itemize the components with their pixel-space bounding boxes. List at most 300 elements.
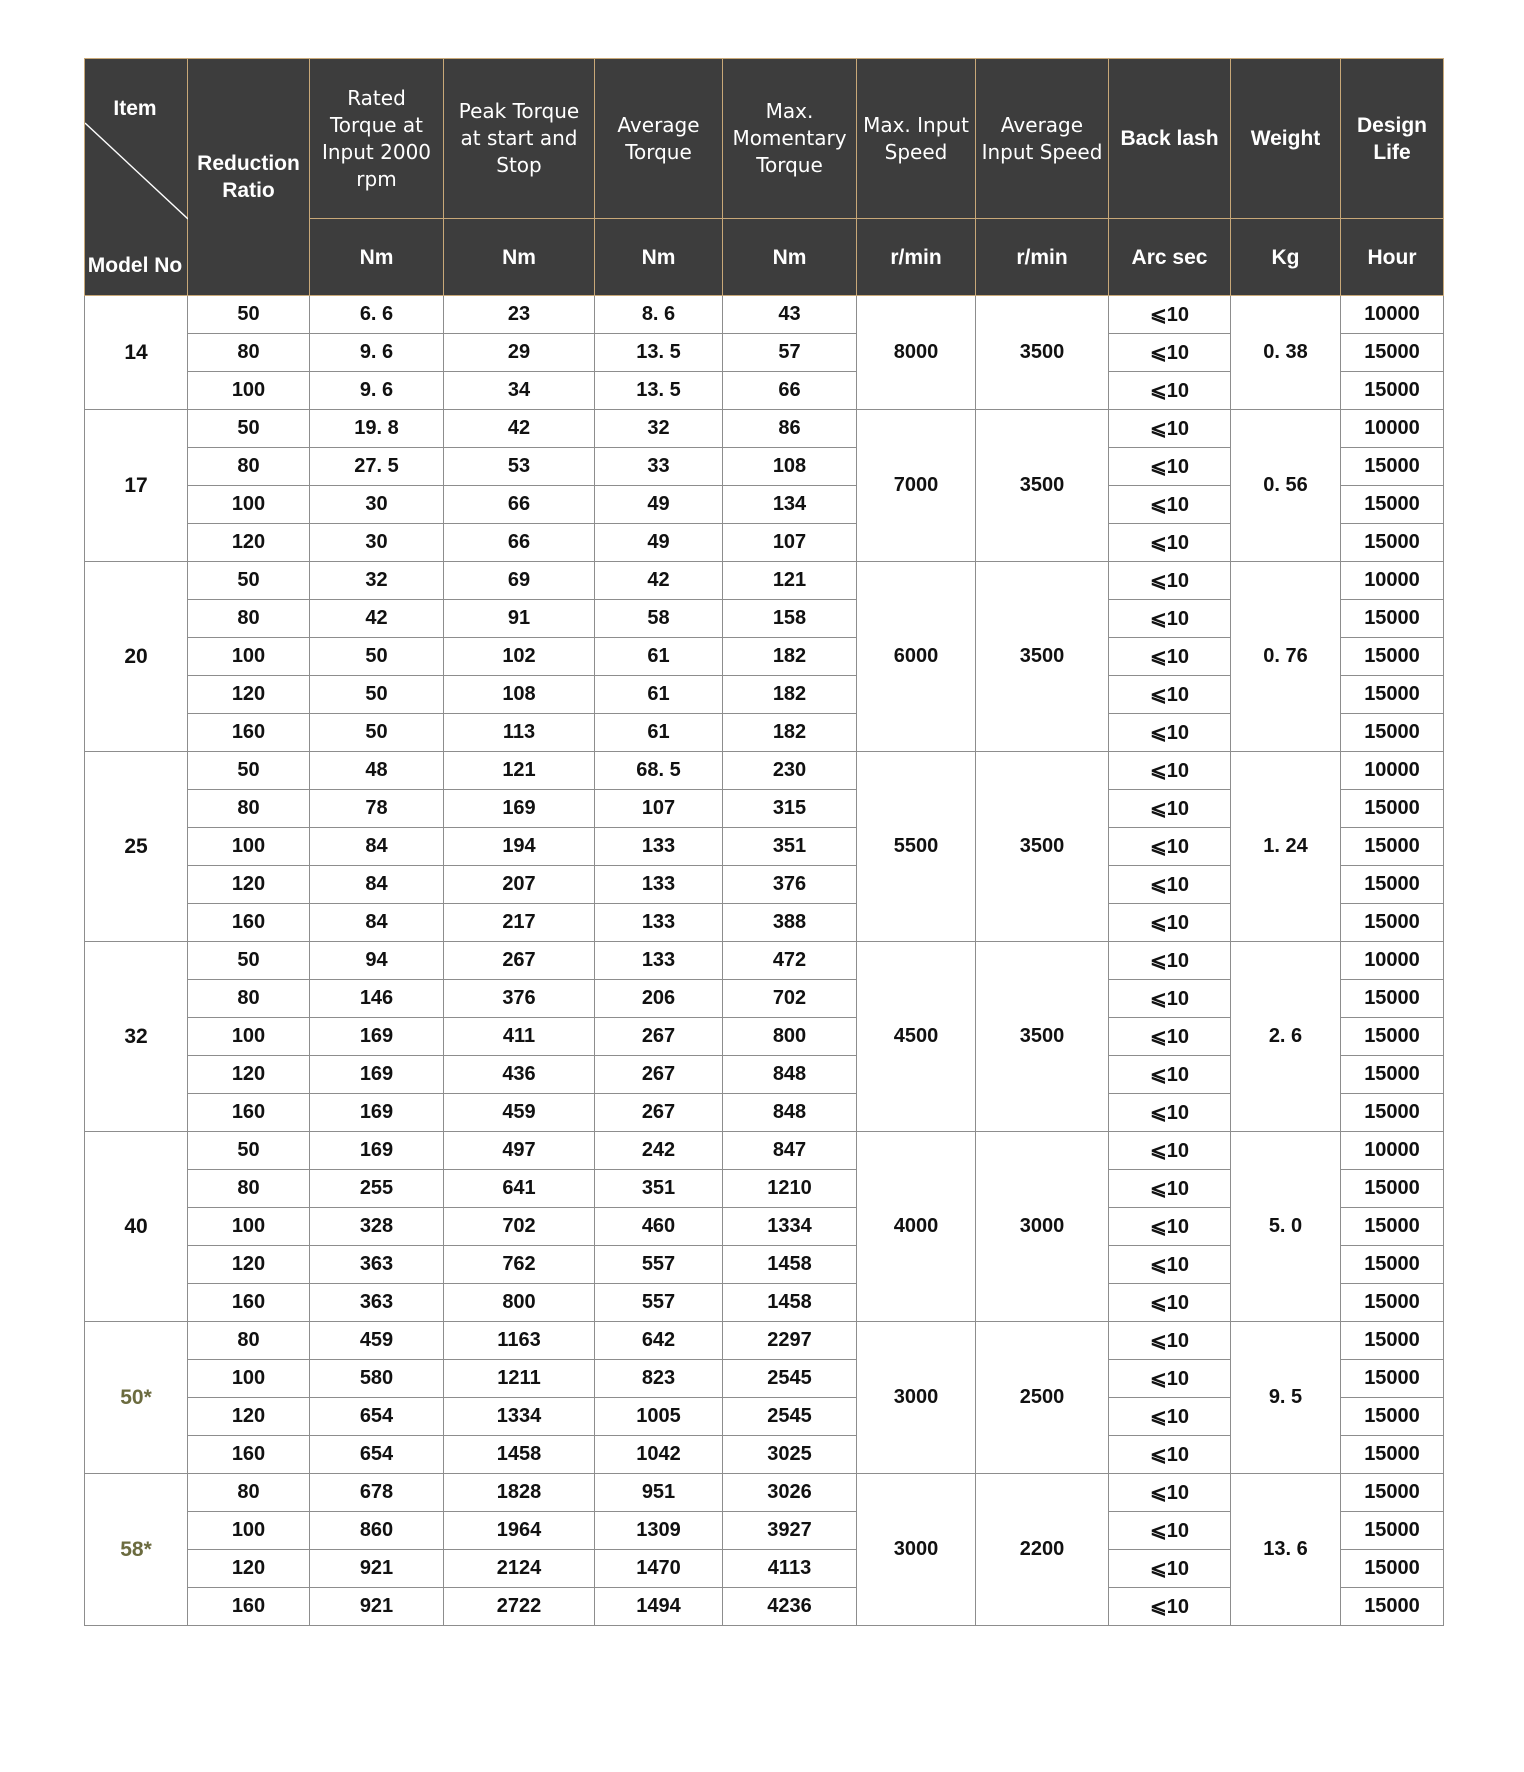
reduction-ratio-cell: 160 — [188, 1094, 310, 1132]
max-momentary-torque-cell: 121 — [723, 562, 857, 600]
backlash-cell: ⩽10 — [1109, 942, 1231, 980]
backlash-cell: ⩽10 — [1109, 790, 1231, 828]
max-momentary-torque-cell: 388 — [723, 904, 857, 942]
weight-cell: 0. 38 — [1231, 296, 1341, 410]
design-life-cell: 15000 — [1341, 790, 1444, 828]
design-life-cell: 15000 — [1341, 904, 1444, 942]
backlash-cell: ⩽10 — [1109, 1360, 1231, 1398]
design-life-cell: 15000 — [1341, 714, 1444, 752]
peak-torque-cell: 102 — [444, 638, 595, 676]
backlash-cell: ⩽10 — [1109, 1588, 1231, 1626]
backlash-cell: ⩽10 — [1109, 1246, 1231, 1284]
spec-table — [84, 58, 1444, 1626]
rated-torque-cell: 42 — [310, 600, 444, 638]
peak-torque-header: Peak Torque at start and Stop — [444, 59, 595, 219]
table-row — [85, 1132, 1444, 1170]
max-momentary-torque-cell: 2545 — [723, 1360, 857, 1398]
peak-torque-cell: 1334 — [444, 1398, 595, 1436]
peak-torque-cell: 459 — [444, 1094, 595, 1132]
reduction-ratio-cell: 120 — [188, 866, 310, 904]
model-number-cell: 14 — [85, 296, 188, 410]
backlash-cell: ⩽10 — [1109, 334, 1231, 372]
reduction-ratio-cell: 80 — [188, 1170, 310, 1208]
peak-torque-cell: 23 — [444, 296, 595, 334]
average-torque-cell: 460 — [595, 1208, 723, 1246]
average-torque-cell: 133 — [595, 904, 723, 942]
average-torque-cell: 557 — [595, 1284, 723, 1322]
average-torque-cell: 61 — [595, 676, 723, 714]
max-momentary-torque-cell: 847 — [723, 1132, 857, 1170]
table-row — [85, 296, 1444, 334]
average-torque-cell: 133 — [595, 866, 723, 904]
backlash-cell: ⩽10 — [1109, 1474, 1231, 1512]
rated-torque-cell: 363 — [310, 1284, 444, 1322]
peak-torque-cell: 53 — [444, 448, 595, 486]
max-momentary-torque-cell: 376 — [723, 866, 857, 904]
max-input-speed-cell: 4000 — [857, 1132, 976, 1322]
design-life-cell: 15000 — [1341, 334, 1444, 372]
max-momentary-torque-cell: 66 — [723, 372, 857, 410]
design-life-cell: 15000 — [1341, 1056, 1444, 1094]
backlash-header: Back lash — [1109, 59, 1231, 219]
peak-torque-cell: 2124 — [444, 1550, 595, 1588]
backlash-cell: ⩽10 — [1109, 980, 1231, 1018]
peak-torque-cell: 66 — [444, 524, 595, 562]
max-momentary-torque-cell: 351 — [723, 828, 857, 866]
rated-torque-cell: 255 — [310, 1170, 444, 1208]
design-life-cell: 10000 — [1341, 942, 1444, 980]
max-momentary-torque-cell: 107 — [723, 524, 857, 562]
peak-torque-cell: 1964 — [444, 1512, 595, 1550]
rated-torque-cell: 19. 8 — [310, 410, 444, 448]
average-torque-cell: 242 — [595, 1132, 723, 1170]
design-life-cell: 15000 — [1341, 1018, 1444, 1056]
peak-torque-unit: Nm — [444, 219, 595, 296]
backlash-cell: ⩽10 — [1109, 714, 1231, 752]
average-input-speed-header: Average Input Speed — [976, 59, 1109, 219]
max-input-speed-cell: 4500 — [857, 942, 976, 1132]
design-life-cell: 15000 — [1341, 1398, 1444, 1436]
peak-torque-cell: 169 — [444, 790, 595, 828]
reduction-ratio-cell: 160 — [188, 1436, 310, 1474]
weight-cell: 13. 6 — [1231, 1474, 1341, 1626]
model-number-cell: 25 — [85, 752, 188, 942]
design-life-cell: 15000 — [1341, 600, 1444, 638]
backlash-cell: ⩽10 — [1109, 1170, 1231, 1208]
reduction-ratio-cell: 160 — [188, 904, 310, 942]
average-torque-cell: 267 — [595, 1094, 723, 1132]
backlash-cell: ⩽10 — [1109, 638, 1231, 676]
reduction-ratio-cell: 100 — [188, 828, 310, 866]
design-life-cell: 10000 — [1341, 410, 1444, 448]
average-input-speed-cell: 3500 — [976, 752, 1109, 942]
average-torque-cell: 49 — [595, 486, 723, 524]
average-torque-cell: 1470 — [595, 1550, 723, 1588]
rated-torque-cell: 328 — [310, 1208, 444, 1246]
max-momentary-torque-cell: 3026 — [723, 1474, 857, 1512]
design-life-cell: 15000 — [1341, 1512, 1444, 1550]
reduction-ratio-cell: 160 — [188, 714, 310, 752]
average-torque-cell: 133 — [595, 828, 723, 866]
model-no-label: Model No — [87, 254, 183, 277]
reduction-ratio-cell: 120 — [188, 676, 310, 714]
average-input-speed-cell: 3500 — [976, 410, 1109, 562]
peak-torque-cell: 411 — [444, 1018, 595, 1056]
rated-torque-cell: 678 — [310, 1474, 444, 1512]
average-torque-header: Average Torque — [595, 59, 723, 219]
backlash-cell: ⩽10 — [1109, 1208, 1231, 1246]
rated-torque-cell: 169 — [310, 1056, 444, 1094]
backlash-cell: ⩽10 — [1109, 486, 1231, 524]
backlash-cell: ⩽10 — [1109, 1056, 1231, 1094]
average-torque-cell: 42 — [595, 562, 723, 600]
item-label: Item — [113, 97, 157, 120]
table-body — [85, 296, 1444, 1626]
model-number-cell: 58* — [85, 1474, 188, 1626]
design-life-header: Design Life — [1341, 59, 1444, 219]
model-number-cell: 50* — [85, 1322, 188, 1474]
max-input-speed-header: Max. Input Speed — [857, 59, 976, 219]
rated-torque-cell: 50 — [310, 638, 444, 676]
reduction-ratio-cell: 80 — [188, 448, 310, 486]
backlash-cell: ⩽10 — [1109, 296, 1231, 334]
peak-torque-cell: 267 — [444, 942, 595, 980]
backlash-cell: ⩽10 — [1109, 448, 1231, 486]
average-torque-cell: 1042 — [595, 1436, 723, 1474]
max-momentary-torque-cell: 848 — [723, 1094, 857, 1132]
rated-torque-cell: 78 — [310, 790, 444, 828]
peak-torque-cell: 1828 — [444, 1474, 595, 1512]
design-life-cell: 15000 — [1341, 1474, 1444, 1512]
max-momentary-torque-cell: 108 — [723, 448, 857, 486]
design-life-cell: 10000 — [1341, 752, 1444, 790]
design-life-cell: 10000 — [1341, 562, 1444, 600]
weight-cell: 0. 56 — [1231, 410, 1341, 562]
reduction-ratio-cell: 80 — [188, 790, 310, 828]
reduction-ratio-cell: 120 — [188, 1550, 310, 1588]
design-life-cell: 15000 — [1341, 372, 1444, 410]
rated-torque-cell: 84 — [310, 866, 444, 904]
average-torque-cell: 823 — [595, 1360, 723, 1398]
design-life-cell: 15000 — [1341, 524, 1444, 562]
max-momentary-torque-cell: 4236 — [723, 1588, 857, 1626]
average-torque-cell: 61 — [595, 714, 723, 752]
peak-torque-cell: 497 — [444, 1132, 595, 1170]
weight-cell: 0. 76 — [1231, 562, 1341, 752]
max-momentary-torque-cell: 134 — [723, 486, 857, 524]
backlash-cell: ⩽10 — [1109, 524, 1231, 562]
rated-torque-cell: 169 — [310, 1132, 444, 1170]
design-life-cell: 15000 — [1341, 1284, 1444, 1322]
reduction-ratio-cell: 160 — [188, 1588, 310, 1626]
max-momentary-torque-cell: 182 — [723, 676, 857, 714]
backlash-cell: ⩽10 — [1109, 1436, 1231, 1474]
weight-cell: 9. 5 — [1231, 1322, 1341, 1474]
average-torque-cell: 49 — [595, 524, 723, 562]
backlash-cell: ⩽10 — [1109, 1094, 1231, 1132]
model-number-cell: 32 — [85, 942, 188, 1132]
max-momentary-torque-cell: 230 — [723, 752, 857, 790]
design-life-cell: 15000 — [1341, 638, 1444, 676]
backlash-cell: ⩽10 — [1109, 1512, 1231, 1550]
rated-torque-cell: 654 — [310, 1398, 444, 1436]
average-torque-cell: 206 — [595, 980, 723, 1018]
average-torque-cell: 13. 5 — [595, 334, 723, 372]
table-row — [85, 942, 1444, 980]
design-life-cell: 15000 — [1341, 1550, 1444, 1588]
peak-torque-cell: 121 — [444, 752, 595, 790]
reduction-ratio-cell: 80 — [188, 1474, 310, 1512]
design-life-unit: Hour — [1341, 219, 1444, 296]
average-torque-cell: 1494 — [595, 1588, 723, 1626]
weight-cell: 1. 24 — [1231, 752, 1341, 942]
max-momentary-torque-cell: 182 — [723, 714, 857, 752]
peak-torque-cell: 800 — [444, 1284, 595, 1322]
max-input-speed-cell: 5500 — [857, 752, 976, 942]
average-torque-cell: 32 — [595, 410, 723, 448]
design-life-cell: 15000 — [1341, 1170, 1444, 1208]
average-torque-cell: 58 — [595, 600, 723, 638]
model-number-cell: 17 — [85, 410, 188, 562]
design-life-cell: 10000 — [1341, 1132, 1444, 1170]
table-row — [85, 752, 1444, 790]
design-life-cell: 15000 — [1341, 448, 1444, 486]
backlash-cell: ⩽10 — [1109, 1284, 1231, 1322]
rated-torque-cell: 84 — [310, 904, 444, 942]
max-input-speed-unit: r/min — [857, 219, 976, 296]
model-number-cell: 40 — [85, 1132, 188, 1322]
max-input-speed-cell: 3000 — [857, 1322, 976, 1474]
backlash-cell: ⩽10 — [1109, 600, 1231, 638]
average-input-speed-cell: 3500 — [976, 942, 1109, 1132]
peak-torque-cell: 641 — [444, 1170, 595, 1208]
table-row — [85, 1474, 1444, 1512]
backlash-cell: ⩽10 — [1109, 562, 1231, 600]
average-torque-cell: 33 — [595, 448, 723, 486]
average-input-speed-cell: 2200 — [976, 1474, 1109, 1626]
table-header — [85, 59, 1444, 296]
max-momentary-torque-cell: 1458 — [723, 1284, 857, 1322]
design-life-cell: 15000 — [1341, 1436, 1444, 1474]
average-input-speed-cell: 2500 — [976, 1322, 1109, 1474]
peak-torque-cell: 436 — [444, 1056, 595, 1094]
reduction-ratio-cell: 50 — [188, 562, 310, 600]
reduction-ratio-cell: 100 — [188, 1018, 310, 1056]
header-row-labels — [85, 59, 1444, 219]
table-row — [85, 562, 1444, 600]
rated-torque-cell: 50 — [310, 676, 444, 714]
reduction-ratio-cell: 120 — [188, 1056, 310, 1094]
average-input-speed-cell: 3000 — [976, 1132, 1109, 1322]
peak-torque-cell: 207 — [444, 866, 595, 904]
item-model-corner-cell — [85, 59, 188, 296]
peak-torque-cell: 1458 — [444, 1436, 595, 1474]
average-input-speed-cell: 3500 — [976, 562, 1109, 752]
peak-torque-cell: 702 — [444, 1208, 595, 1246]
average-torque-cell: 133 — [595, 942, 723, 980]
rated-torque-cell: 9. 6 — [310, 334, 444, 372]
table-row — [85, 1322, 1444, 1360]
peak-torque-cell: 194 — [444, 828, 595, 866]
reduction-ratio-cell: 80 — [188, 980, 310, 1018]
peak-torque-cell: 34 — [444, 372, 595, 410]
peak-torque-cell: 42 — [444, 410, 595, 448]
average-torque-cell: 61 — [595, 638, 723, 676]
max-momentary-torque-cell: 57 — [723, 334, 857, 372]
backlash-cell: ⩽10 — [1109, 904, 1231, 942]
design-life-cell: 15000 — [1341, 1094, 1444, 1132]
average-torque-cell: 951 — [595, 1474, 723, 1512]
rated-torque-cell: 27. 5 — [310, 448, 444, 486]
max-momentary-torque-cell: 800 — [723, 1018, 857, 1056]
peak-torque-cell: 69 — [444, 562, 595, 600]
average-torque-cell: 68. 5 — [595, 752, 723, 790]
reduction-ratio-cell: 120 — [188, 1246, 310, 1284]
max-momentary-torque-cell: 158 — [723, 600, 857, 638]
backlash-cell: ⩽10 — [1109, 676, 1231, 714]
max-momentary-torque-unit: Nm — [723, 219, 857, 296]
rated-torque-cell: 50 — [310, 714, 444, 752]
rated-torque-cell: 32 — [310, 562, 444, 600]
rated-torque-cell: 169 — [310, 1094, 444, 1132]
reduction-ratio-cell: 80 — [188, 334, 310, 372]
average-torque-cell: 267 — [595, 1018, 723, 1056]
peak-torque-cell: 376 — [444, 980, 595, 1018]
reduction-ratio-header: Reduction Ratio — [188, 59, 310, 296]
backlash-cell: ⩽10 — [1109, 1550, 1231, 1588]
weight-unit: Kg — [1231, 219, 1341, 296]
rated-torque-cell: 921 — [310, 1550, 444, 1588]
rated-torque-cell: 6. 6 — [310, 296, 444, 334]
backlash-cell: ⩽10 — [1109, 828, 1231, 866]
rated-torque-cell: 363 — [310, 1246, 444, 1284]
average-input-speed-cell: 3500 — [976, 296, 1109, 410]
rated-torque-cell: 30 — [310, 486, 444, 524]
average-torque-cell: 107 — [595, 790, 723, 828]
max-momentary-torque-cell: 43 — [723, 296, 857, 334]
average-torque-cell: 1309 — [595, 1512, 723, 1550]
rated-torque-unit: Nm — [310, 219, 444, 296]
max-momentary-torque-cell: 472 — [723, 942, 857, 980]
rated-torque-cell: 9. 6 — [310, 372, 444, 410]
reduction-ratio-cell: 80 — [188, 1322, 310, 1360]
max-input-speed-cell: 6000 — [857, 562, 976, 752]
reduction-ratio-cell: 50 — [188, 410, 310, 448]
reduction-ratio-cell: 50 — [188, 1132, 310, 1170]
reduction-ratio-cell: 100 — [188, 486, 310, 524]
peak-torque-cell: 217 — [444, 904, 595, 942]
average-torque-cell: 13. 5 — [595, 372, 723, 410]
peak-torque-cell: 762 — [444, 1246, 595, 1284]
peak-torque-cell: 113 — [444, 714, 595, 752]
peak-torque-cell: 1211 — [444, 1360, 595, 1398]
design-life-cell: 15000 — [1341, 1322, 1444, 1360]
table-row — [85, 410, 1444, 448]
rated-torque-cell: 48 — [310, 752, 444, 790]
rated-torque-cell: 860 — [310, 1512, 444, 1550]
spec-table-wrapper — [84, 58, 1444, 1626]
rated-torque-cell: 30 — [310, 524, 444, 562]
max-momentary-torque-cell: 2545 — [723, 1398, 857, 1436]
max-momentary-torque-header: Max. Momentary Torque — [723, 59, 857, 219]
average-torque-unit: Nm — [595, 219, 723, 296]
average-torque-cell: 267 — [595, 1056, 723, 1094]
design-life-cell: 15000 — [1341, 1208, 1444, 1246]
rated-torque-cell: 459 — [310, 1322, 444, 1360]
backlash-cell: ⩽10 — [1109, 752, 1231, 790]
max-momentary-torque-cell: 1210 — [723, 1170, 857, 1208]
average-torque-cell: 642 — [595, 1322, 723, 1360]
average-input-speed-unit: r/min — [976, 219, 1109, 296]
design-life-cell: 15000 — [1341, 1588, 1444, 1626]
max-momentary-torque-cell: 702 — [723, 980, 857, 1018]
backlash-cell: ⩽10 — [1109, 866, 1231, 904]
rated-torque-cell: 169 — [310, 1018, 444, 1056]
weight-header: Weight — [1231, 59, 1341, 219]
peak-torque-cell: 91 — [444, 600, 595, 638]
rated-torque-cell: 84 — [310, 828, 444, 866]
max-momentary-torque-cell: 182 — [723, 638, 857, 676]
max-momentary-torque-cell: 3927 — [723, 1512, 857, 1550]
max-momentary-torque-cell: 315 — [723, 790, 857, 828]
max-momentary-torque-cell: 3025 — [723, 1436, 857, 1474]
reduction-ratio-cell: 50 — [188, 296, 310, 334]
max-input-speed-cell: 3000 — [857, 1474, 976, 1626]
design-life-cell: 15000 — [1341, 486, 1444, 524]
reduction-ratio-cell: 80 — [188, 600, 310, 638]
weight-cell: 2. 6 — [1231, 942, 1341, 1132]
max-momentary-torque-cell: 2297 — [723, 1322, 857, 1360]
peak-torque-cell: 108 — [444, 676, 595, 714]
peak-torque-cell: 1163 — [444, 1322, 595, 1360]
reduction-ratio-cell: 100 — [188, 638, 310, 676]
max-input-speed-cell: 7000 — [857, 410, 976, 562]
weight-cell: 5. 0 — [1231, 1132, 1341, 1322]
reduction-ratio-cell: 100 — [188, 1360, 310, 1398]
design-life-cell: 10000 — [1341, 296, 1444, 334]
design-life-cell: 15000 — [1341, 676, 1444, 714]
rated-torque-cell: 94 — [310, 942, 444, 980]
reduction-ratio-cell: 50 — [188, 942, 310, 980]
design-life-cell: 15000 — [1341, 1360, 1444, 1398]
reduction-ratio-cell: 50 — [188, 752, 310, 790]
backlash-cell: ⩽10 — [1109, 1132, 1231, 1170]
rated-torque-header: Rated Torque at Input 2000 rpm — [310, 59, 444, 219]
design-life-cell: 15000 — [1341, 866, 1444, 904]
reduction-ratio-cell: 100 — [188, 1208, 310, 1246]
reduction-ratio-cell: 120 — [188, 524, 310, 562]
average-torque-cell: 351 — [595, 1170, 723, 1208]
design-life-cell: 15000 — [1341, 980, 1444, 1018]
average-torque-cell: 8. 6 — [595, 296, 723, 334]
design-life-cell: 15000 — [1341, 828, 1444, 866]
backlash-cell: ⩽10 — [1109, 1322, 1231, 1360]
reduction-ratio-cell: 100 — [188, 372, 310, 410]
rated-torque-cell: 580 — [310, 1360, 444, 1398]
reduction-ratio-cell: 100 — [188, 1512, 310, 1550]
max-momentary-torque-cell: 848 — [723, 1056, 857, 1094]
max-momentary-torque-cell: 1458 — [723, 1246, 857, 1284]
average-torque-cell: 1005 — [595, 1398, 723, 1436]
backlash-cell: ⩽10 — [1109, 1398, 1231, 1436]
backlash-cell: ⩽10 — [1109, 372, 1231, 410]
peak-torque-cell: 29 — [444, 334, 595, 372]
reduction-ratio-cell: 160 — [188, 1284, 310, 1322]
peak-torque-cell: 2722 — [444, 1588, 595, 1626]
rated-torque-cell: 654 — [310, 1436, 444, 1474]
average-torque-cell: 557 — [595, 1246, 723, 1284]
design-life-cell: 15000 — [1341, 1246, 1444, 1284]
